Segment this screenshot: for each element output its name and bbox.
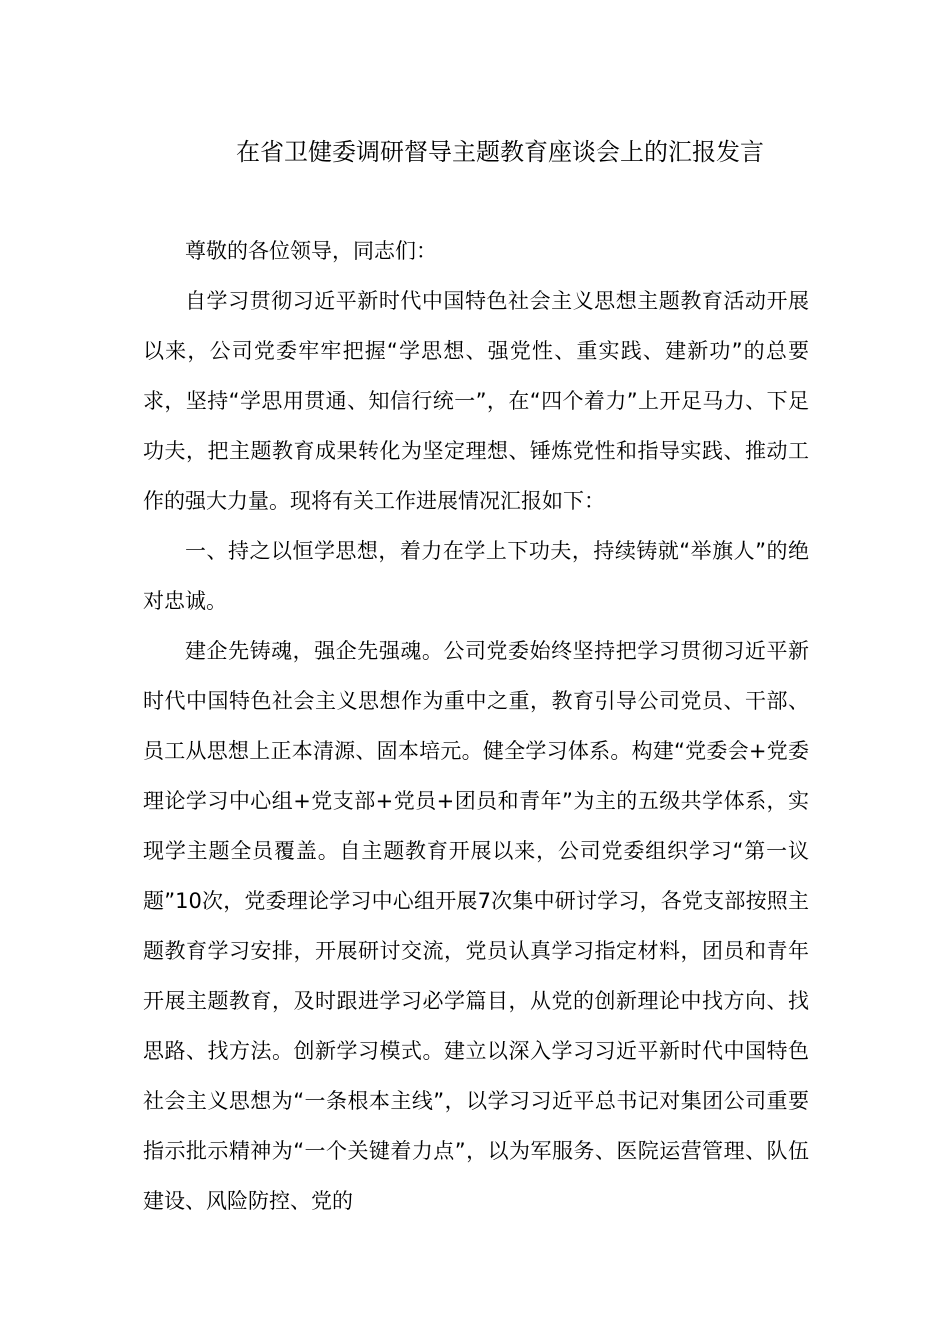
intro-paragraph: 自学习贯彻习近平新时代中国特色社会主义思想主题教育活动开展以来，公司党委牢牢把握“学思想、强党性、重实践、建新功”的总要求，坚持“学思用贯通、知信行统一”，在“四个着力”上开足马力、下足功夫，把主题教育成果转化为坚定理想、锤炼党性和指导实践、推动工作的强大力量。现将有关工作进展情况汇报如下： — [143, 289, 809, 513]
document-title: 在省卫健委调研督导主题教育座谈会上的汇报发言 — [236, 138, 764, 166]
body-paragraph: 建企先铸魂，强企先强魂。公司党委始终坚持把学习贯彻习近平新时代中国特色社会主义思想作为重中之重，教育引导公司党员、干部、员工从思想上正本清源、固本培元。健全学习体系。构建“党委会+党委理论学习中心组+党支部+党员+团员和青年”为主的五级共学体系，实现学主题全员覆盖。自主题教育开展以来，公司党委组织学习“第一议题”10次，党委理论学习中心组开展7次集中研讨学习，各党支部按照主题教育学习安排，开展研讨交流，党员认真学习指定材料，团员和青年开展主题教育，及时跟进学习必学篇目，从党的创新理论中找方向、找思路、找方法。创新学习模式。建立以深入学习习近平新时代中国特色社会主义思想为“一条根本主线”，以学习习近平总书记对集团公司重要指示批示精神为“一个关键着力点”，以为军服务、医院运营管理、队伍建设、风险防控、党的 — [143, 639, 809, 1213]
section-heading-paragraph: 一、持之以恒学思想，着力在学上下功夫，持续铸就“举旗人”的绝对忠诚。 — [143, 539, 809, 613]
salutation-paragraph: 尊敬的各位领导，同志们： — [185, 239, 437, 263]
document-body — [143, 226, 809, 1226]
